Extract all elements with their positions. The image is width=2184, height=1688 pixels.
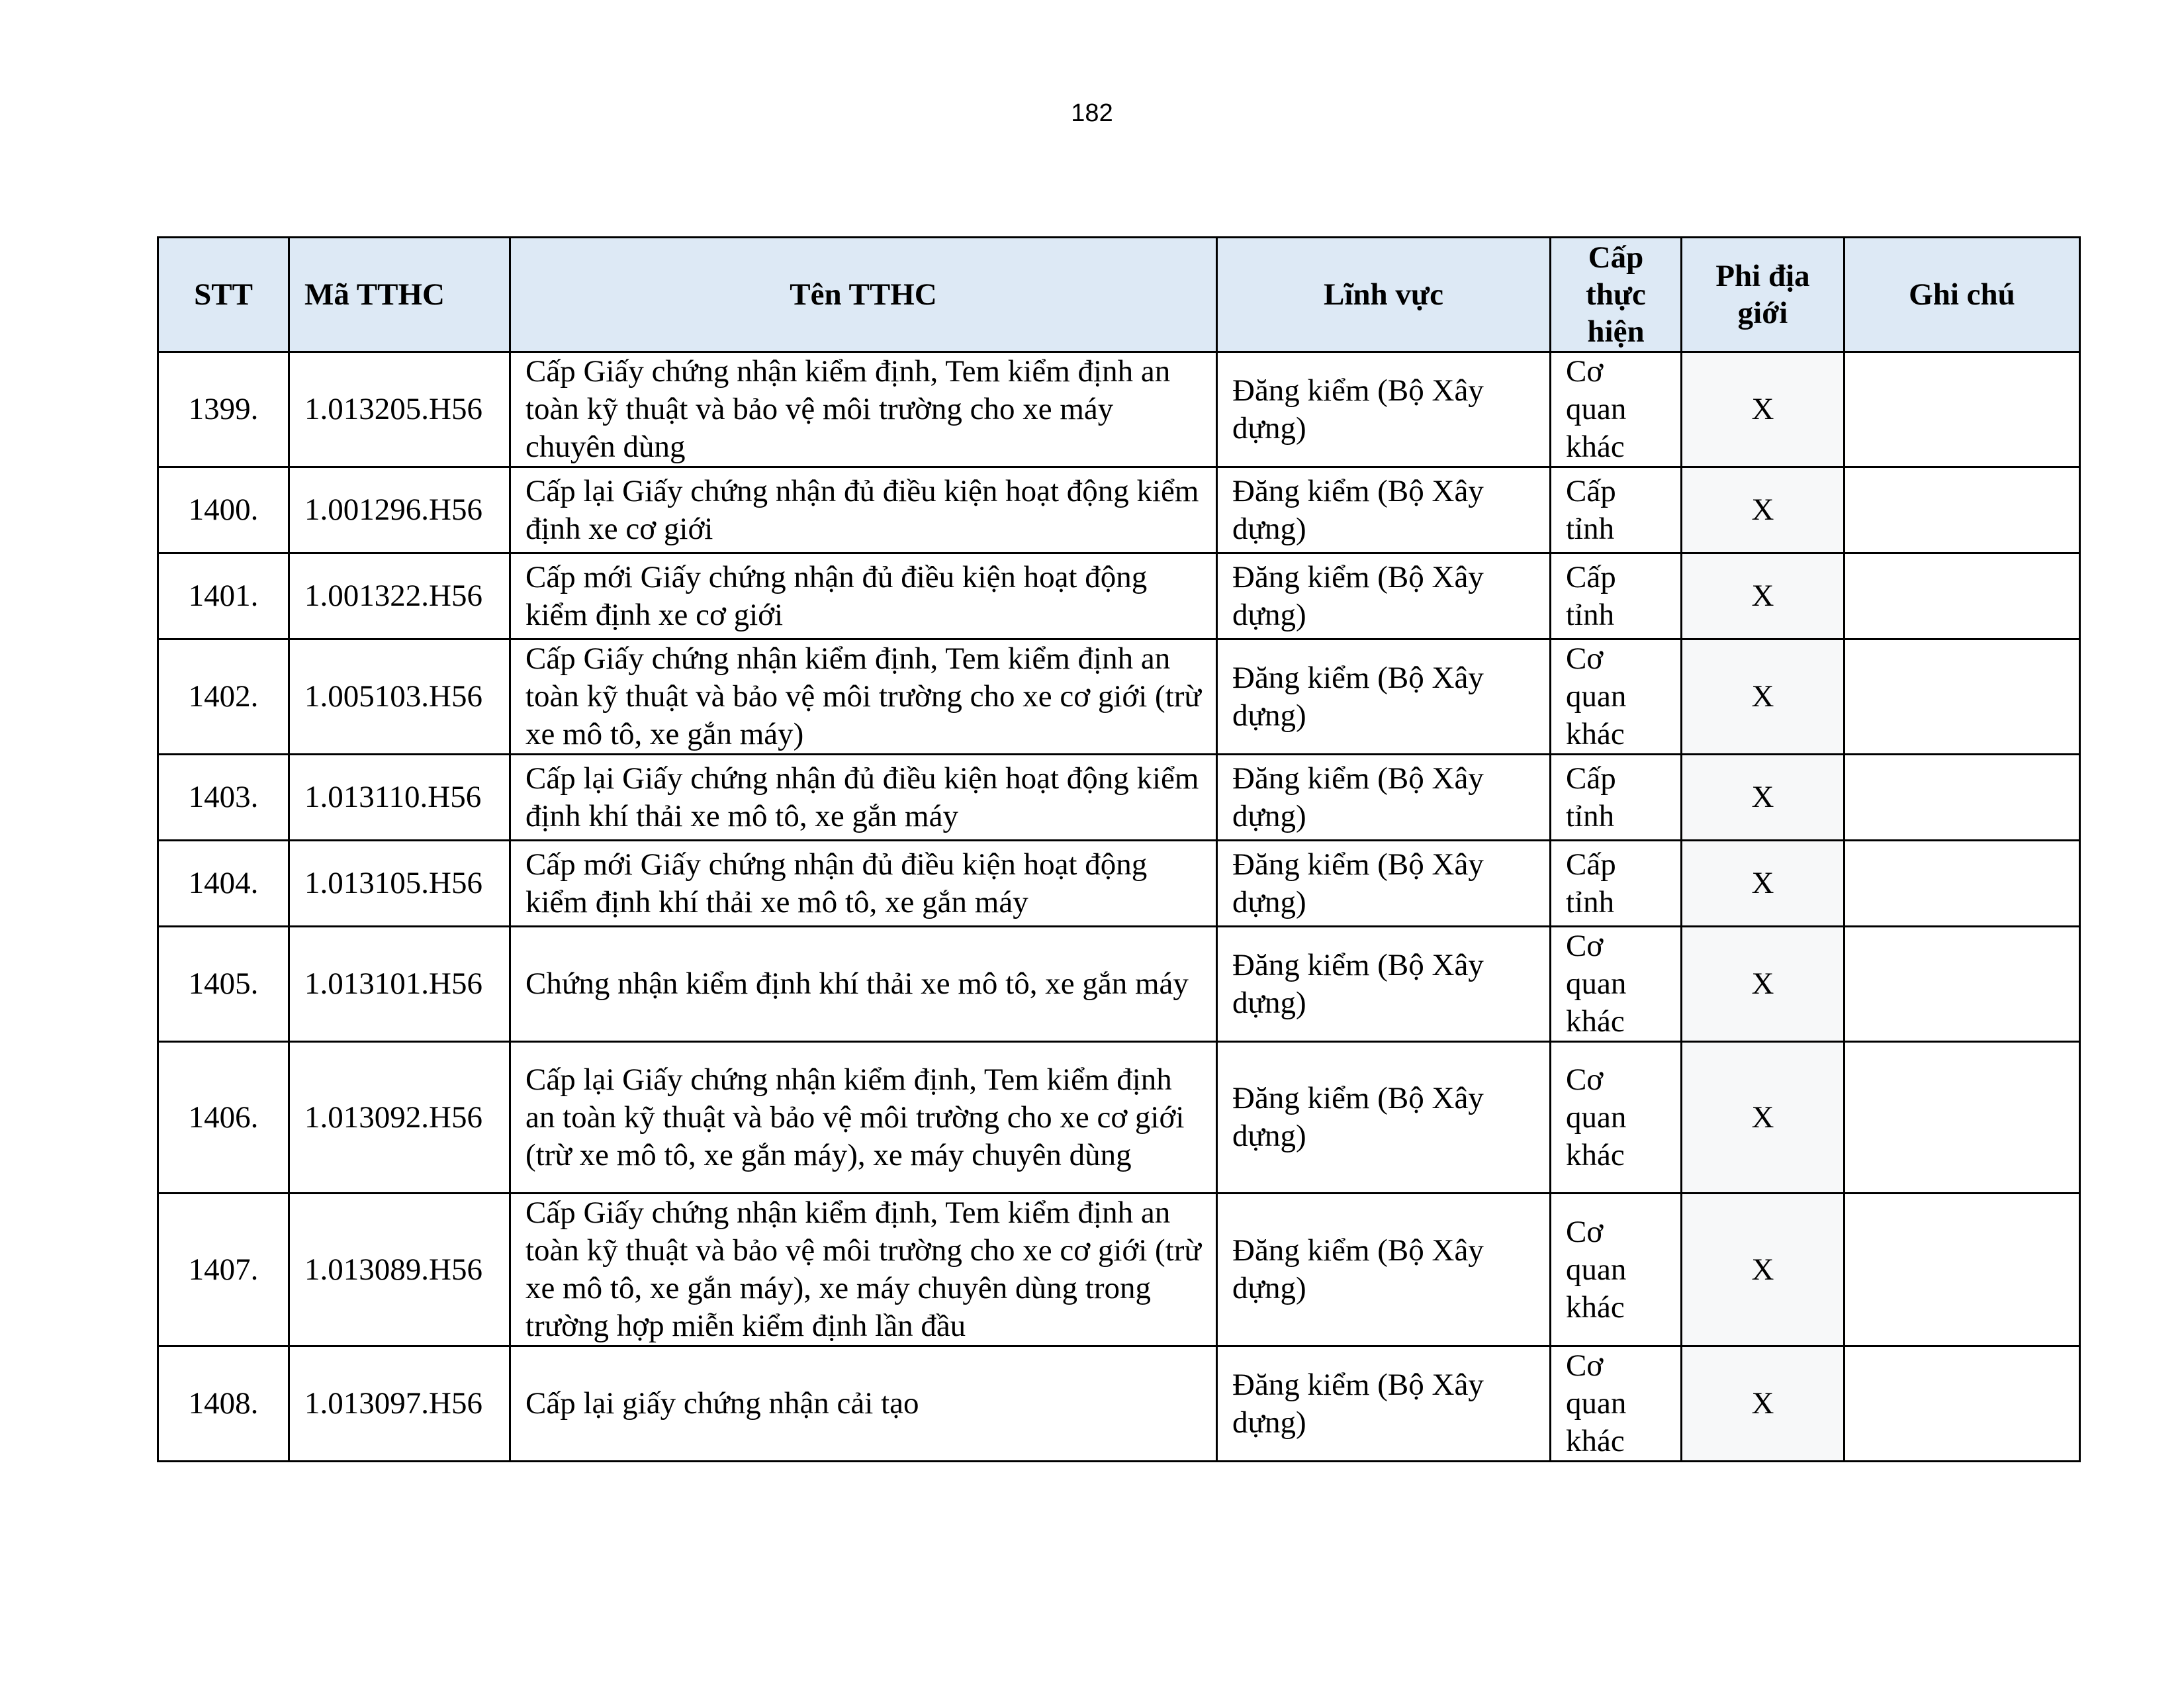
header-ten-tthc: Tên TTHC [510,238,1217,352]
cell-cap-thuc-hien: Cấp tỉnh [1551,841,1682,927]
cell-cap-thuc-hien: Cấp tỉnh [1551,553,1682,639]
cell-ghi-chu [1844,1194,2080,1346]
procedures-table [157,236,2081,1462]
cell-stt: 1404. [158,841,289,927]
cell-stt: 1406. [158,1042,289,1194]
cell-cap-thuc-hien: Cơ quan khác [1551,1346,1682,1462]
cell-ten-tthc: Cấp lại Giấy chứng nhận đủ điều kiện hoạt động kiểm định khí thải xe mô tô, xe gắn máy [510,755,1217,841]
cell-stt: 1402. [158,639,289,755]
cell-ten-tthc: Cấp Giấy chứng nhận kiểm định, Tem kiểm định an toàn kỹ thuật và bảo vệ môi trường cho xe cơ giới (trừ xe mô tô, xe gắn máy) [510,639,1217,755]
cell-stt: 1405. [158,927,289,1042]
cell-phi-dia-gioi: X [1682,352,1844,467]
table-row [158,1346,2080,1462]
cell-ghi-chu [1844,1346,2080,1462]
cell-phi-dia-gioi: X [1682,553,1844,639]
cell-phi-dia-gioi: X [1682,1346,1844,1462]
table-row [158,1042,2080,1194]
cell-stt: 1399. [158,352,289,467]
cell-phi-dia-gioi: X [1682,841,1844,927]
table-row [158,553,2080,639]
cell-linh-vuc: Đăng kiểm (Bộ Xây dựng) [1217,553,1551,639]
table-row [158,639,2080,755]
cell-linh-vuc: Đăng kiểm (Bộ Xây dựng) [1217,1042,1551,1194]
cell-linh-vuc: Đăng kiểm (Bộ Xây dựng) [1217,639,1551,755]
cell-linh-vuc: Đăng kiểm (Bộ Xây dựng) [1217,1346,1551,1462]
cell-cap-thuc-hien: Cấp tỉnh [1551,467,1682,553]
cell-phi-dia-gioi: X [1682,639,1844,755]
cell-ma-tthc: 1.013089.H56 [289,1194,510,1346]
header-ma-tthc: Mã TTHC [289,238,510,352]
cell-ghi-chu [1844,467,2080,553]
cell-ma-tthc: 1.013110.H56 [289,755,510,841]
cell-ghi-chu [1844,352,2080,467]
cell-phi-dia-gioi: X [1682,1042,1844,1194]
cell-ghi-chu [1844,1042,2080,1194]
cell-linh-vuc: Đăng kiểm (Bộ Xây dựng) [1217,927,1551,1042]
header-row [158,238,2080,352]
cell-ten-tthc: Cấp Giấy chứng nhận kiểm định, Tem kiểm định an toàn kỹ thuật và bảo vệ môi trường cho xe cơ giới (trừ xe mô tô, xe gắn máy), xe máy chuyên dùng trong trường hợp miễn kiểm định lần đầu [510,1194,1217,1346]
table-row [158,352,2080,467]
cell-ten-tthc: Cấp lại Giấy chứng nhận kiểm định, Tem kiểm định an toàn kỹ thuật và bảo vệ môi trường cho xe cơ giới (trừ xe mô tô, xe gắn máy), xe máy chuyên dùng [510,1042,1217,1194]
cell-ma-tthc: 1.013205.H56 [289,352,510,467]
cell-ten-tthc: Cấp mới Giấy chứng nhận đủ điều kiện hoạt động kiểm định xe cơ giới [510,553,1217,639]
cell-ten-tthc: Cấp mới Giấy chứng nhận đủ điều kiện hoạt động kiểm định khí thải xe mô tô, xe gắn máy [510,841,1217,927]
cell-stt: 1401. [158,553,289,639]
cell-cap-thuc-hien: Cơ quan khác [1551,1194,1682,1346]
header-cap-thuc-hien: Cấp thực hiện [1551,238,1682,352]
cell-linh-vuc: Đăng kiểm (Bộ Xây dựng) [1217,1194,1551,1346]
cell-ten-tthc: Chứng nhận kiểm định khí thải xe mô tô, xe gắn máy [510,927,1217,1042]
cell-ma-tthc: 1.013097.H56 [289,1346,510,1462]
cell-ma-tthc: 1.001296.H56 [289,467,510,553]
cell-cap-thuc-hien: Cơ quan khác [1551,1042,1682,1194]
cell-ten-tthc: Cấp lại giấy chứng nhận cải tạo [510,1346,1217,1462]
cell-ma-tthc: 1.013101.H56 [289,927,510,1042]
cell-ten-tthc: Cấp lại Giấy chứng nhận đủ điều kiện hoạt động kiểm định xe cơ giới [510,467,1217,553]
table-row [158,467,2080,553]
cell-ma-tthc: 1.013105.H56 [289,841,510,927]
header-linh-vuc: Lĩnh vực [1217,238,1551,352]
cell-cap-thuc-hien: Cấp tỉnh [1551,755,1682,841]
cell-stt: 1403. [158,755,289,841]
header-ghi-chu: Ghi chú [1844,238,2080,352]
header-stt: STT [158,238,289,352]
cell-phi-dia-gioi: X [1682,1194,1844,1346]
cell-stt: 1408. [158,1346,289,1462]
table-row [158,841,2080,927]
page-number: 182 [1071,99,1113,127]
cell-ghi-chu [1844,639,2080,755]
cell-phi-dia-gioi: X [1682,467,1844,553]
cell-phi-dia-gioi: X [1682,927,1844,1042]
cell-stt: 1407. [158,1194,289,1346]
cell-ma-tthc: 1.013092.H56 [289,1042,510,1194]
cell-ma-tthc: 1.005103.H56 [289,639,510,755]
cell-linh-vuc: Đăng kiểm (Bộ Xây dựng) [1217,467,1551,553]
cell-linh-vuc: Đăng kiểm (Bộ Xây dựng) [1217,352,1551,467]
cell-cap-thuc-hien: Cơ quan khác [1551,639,1682,755]
cell-ten-tthc: Cấp Giấy chứng nhận kiểm định, Tem kiểm định an toàn kỹ thuật và bảo vệ môi trường cho xe máy chuyên dùng [510,352,1217,467]
header-phi-dia-gioi: Phi địa giới [1682,238,1844,352]
cell-cap-thuc-hien: Cơ quan khác [1551,352,1682,467]
cell-cap-thuc-hien: Cơ quan khác [1551,927,1682,1042]
cell-ma-tthc: 1.001322.H56 [289,553,510,639]
table-row [158,755,2080,841]
cell-ghi-chu [1844,755,2080,841]
cell-ghi-chu [1844,927,2080,1042]
table-row [158,927,2080,1042]
cell-phi-dia-gioi: X [1682,755,1844,841]
cell-linh-vuc: Đăng kiểm (Bộ Xây dựng) [1217,841,1551,927]
cell-stt: 1400. [158,467,289,553]
table-row [158,1194,2080,1346]
cell-ghi-chu [1844,553,2080,639]
cell-linh-vuc: Đăng kiểm (Bộ Xây dựng) [1217,755,1551,841]
cell-ghi-chu [1844,841,2080,927]
